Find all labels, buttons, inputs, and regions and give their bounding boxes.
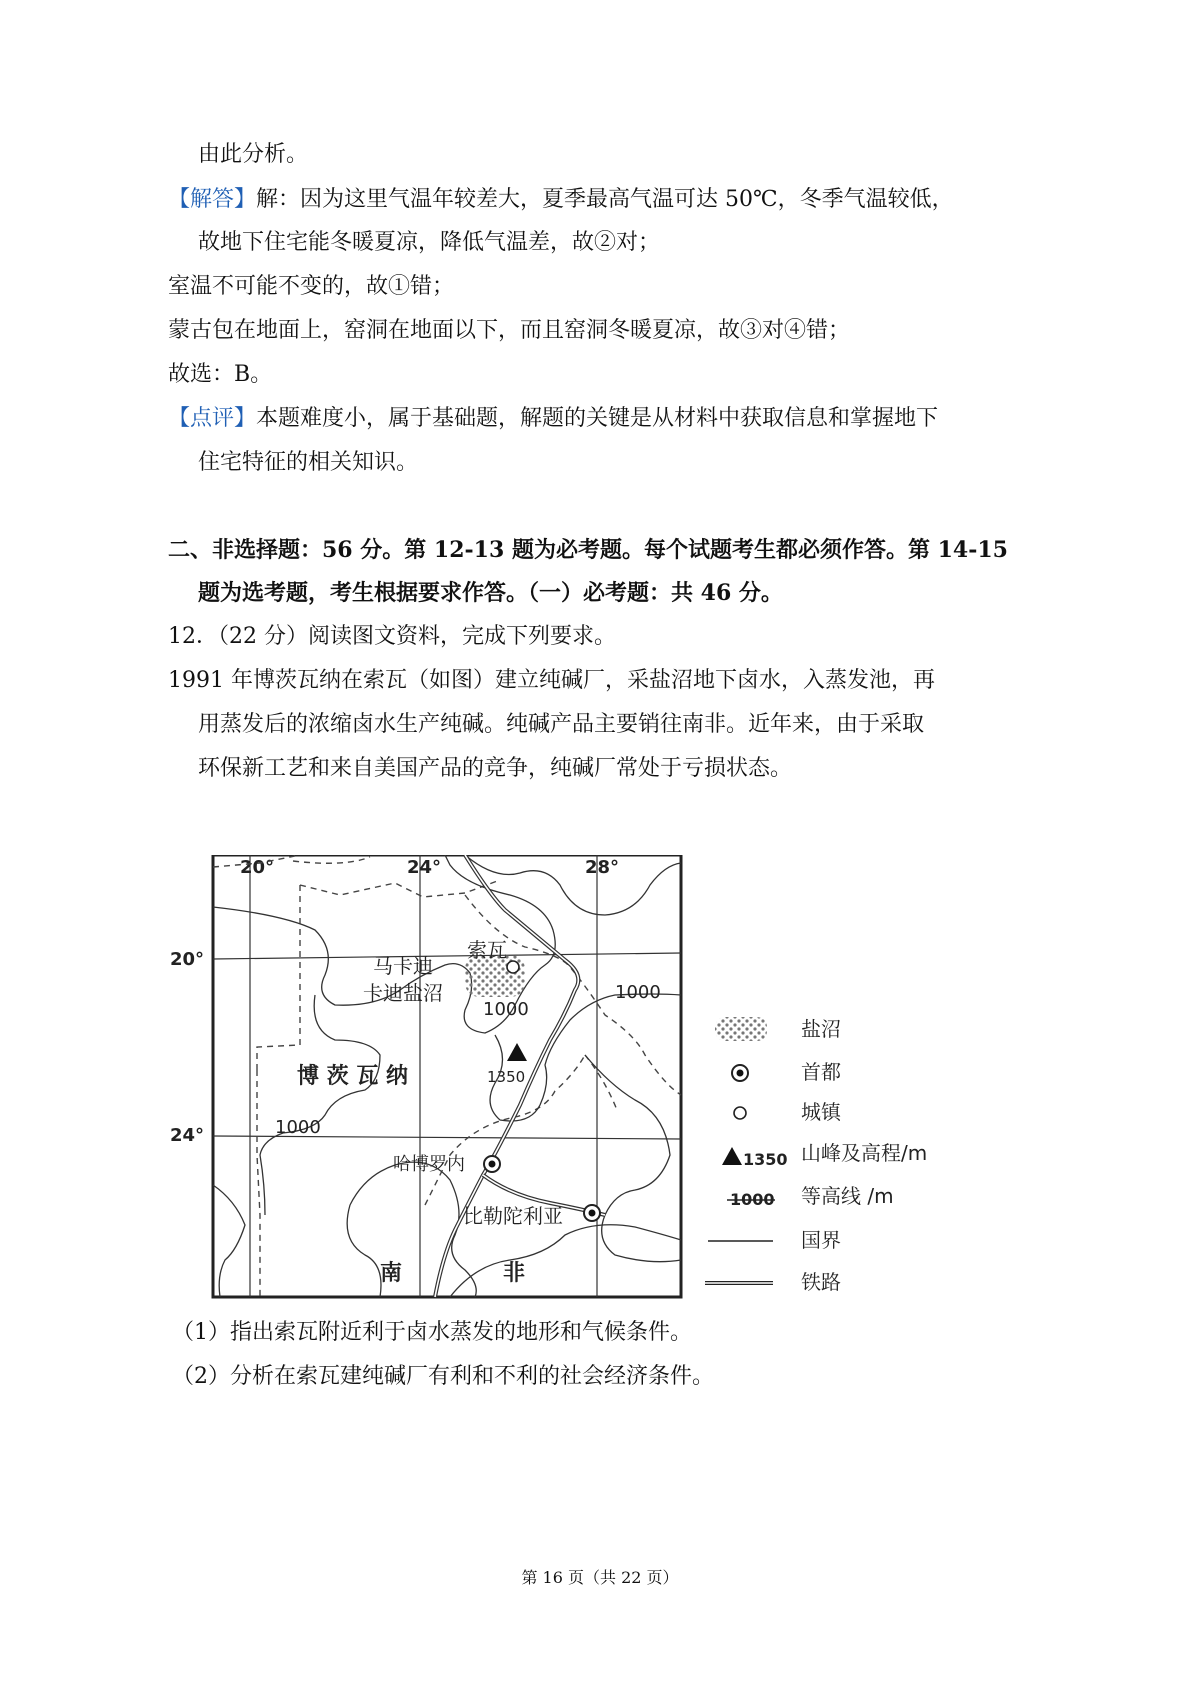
legend-capital-symbol xyxy=(732,1065,748,1081)
label-south: 南 xyxy=(380,1261,403,1286)
comment-paragraph xyxy=(168,404,938,434)
answer-line-4: 蒙古包在地面上，窑洞在地面以下，而且窑洞冬暖夏凉，故③对④错； xyxy=(168,318,851,343)
material-line-3: 环保新工艺和来自美国产品的竞争，纯碱厂常处于亏损状态。 xyxy=(198,756,793,781)
section-heading-line-2: 题为选考题，考生根据要求作答。（一）必考题：共 46 分。 xyxy=(198,580,783,606)
contour-east-south xyxy=(585,1055,681,1262)
label-gaborone: 哈博罗内 xyxy=(393,1154,465,1175)
legend-contour-label: 等高线 /m xyxy=(801,1184,894,1208)
legend-contour-value: 1000 xyxy=(730,1190,775,1209)
legend-railway-label: 铁路 xyxy=(801,1270,841,1294)
legend-peak-symbol xyxy=(722,1147,742,1165)
answer-line-3: 室温不可能不变的，故①错； xyxy=(168,274,455,299)
gaborone-capital-marker xyxy=(484,1156,500,1172)
answer-line-2: 故地下住宅能冬暖夏凉，降低气温差，故②对； xyxy=(198,230,661,255)
legend-border-label: 国界 xyxy=(801,1228,841,1252)
section-heading-line-1: 二、非选择题：56 分。第 12-13 题为必考题。每个试题考生都必须作答。第 14-15 xyxy=(168,537,1008,563)
river-north xyxy=(465,855,681,915)
peak-elevation-label: 1350 xyxy=(487,1068,526,1086)
lon-label-24: 24° xyxy=(407,857,442,878)
lon-label-20: 20° xyxy=(240,857,275,878)
label-pretoria: 比勒陀利亚 xyxy=(463,1204,563,1228)
lon-label-28: 28° xyxy=(585,857,620,878)
contour-label-1: 1000 xyxy=(483,999,529,1020)
material-line-1: 1991 年博茨瓦纳在索瓦（如图）建立纯碱厂，采盐沼地下卤水，入蒸发池，再 xyxy=(168,668,935,693)
legend-capital-label: 首都 xyxy=(801,1060,841,1084)
peak-marker xyxy=(507,1043,527,1061)
answer-tag: 【解答】 xyxy=(168,187,257,212)
sub-question-1: （1）指出索瓦附近利于卤水蒸发的地形和气候条件。 xyxy=(172,1320,692,1345)
pretoria-capital-marker xyxy=(584,1205,600,1221)
sowa-town-marker xyxy=(507,961,519,973)
label-makgadikgadi: 马卡迪 xyxy=(373,954,433,978)
contour-label-3: 1000 xyxy=(275,1117,321,1138)
parallel-20 xyxy=(213,953,681,959)
answer-line-1: 解：因为这里气温年较差大，夏季最高气温可达 50℃，冬季气温较低， xyxy=(256,187,954,212)
label-africa: 非 xyxy=(503,1261,526,1286)
label-makgadikgadi-pan: 卡迪盐沼 xyxy=(363,981,443,1005)
legend-salt-pan-swatch xyxy=(715,1017,767,1041)
lat-label-20: 20° xyxy=(170,949,205,970)
map-frame xyxy=(213,855,681,1297)
legend-peak-label: 山峰及高程/m xyxy=(801,1141,928,1165)
legend-peak-value: 1350 xyxy=(743,1150,788,1169)
comment-line-2: 住宅特征的相关知识。 xyxy=(198,450,419,475)
question-stem: 12．（22 分）阅读图文资料，完成下列要求。 xyxy=(168,624,616,649)
contour-label-2: 1000 xyxy=(615,982,661,1003)
label-sowa: 索瓦 xyxy=(467,938,507,962)
material-line-2: 用蒸发后的浓缩卤水生产纯碱。纯碱产品主要销往南非。近年来，由于采取 xyxy=(198,712,925,737)
comment-tag: 【点评】 xyxy=(168,406,257,431)
legend-salt-pan-label: 盐沼 xyxy=(801,1017,841,1041)
answer-paragraph xyxy=(168,185,954,215)
legend-town-symbol xyxy=(734,1107,746,1119)
comment-line-1: 本题难度小，属于基础题，解题的关键是从材料中获取信息和掌握地下 xyxy=(256,406,939,431)
answer-line-5: 故选：B。 xyxy=(168,362,273,387)
contour-west xyxy=(213,1185,245,1297)
label-botswana: 博 茨 瓦 纳 xyxy=(297,1064,408,1089)
contour-1000-central xyxy=(260,995,380,1215)
legend-town-label: 城镇 xyxy=(801,1100,841,1124)
sub-question-2: （2）分析在索瓦建纯碱厂有利和不利的社会经济条件。 xyxy=(172,1364,714,1389)
lat-label-24: 24° xyxy=(170,1125,205,1146)
page-footer: 第 16 页（共 22 页） xyxy=(521,1568,679,1587)
border-southafrica xyxy=(257,1055,617,1297)
answer-continuation: 由此分析。 xyxy=(198,142,309,167)
